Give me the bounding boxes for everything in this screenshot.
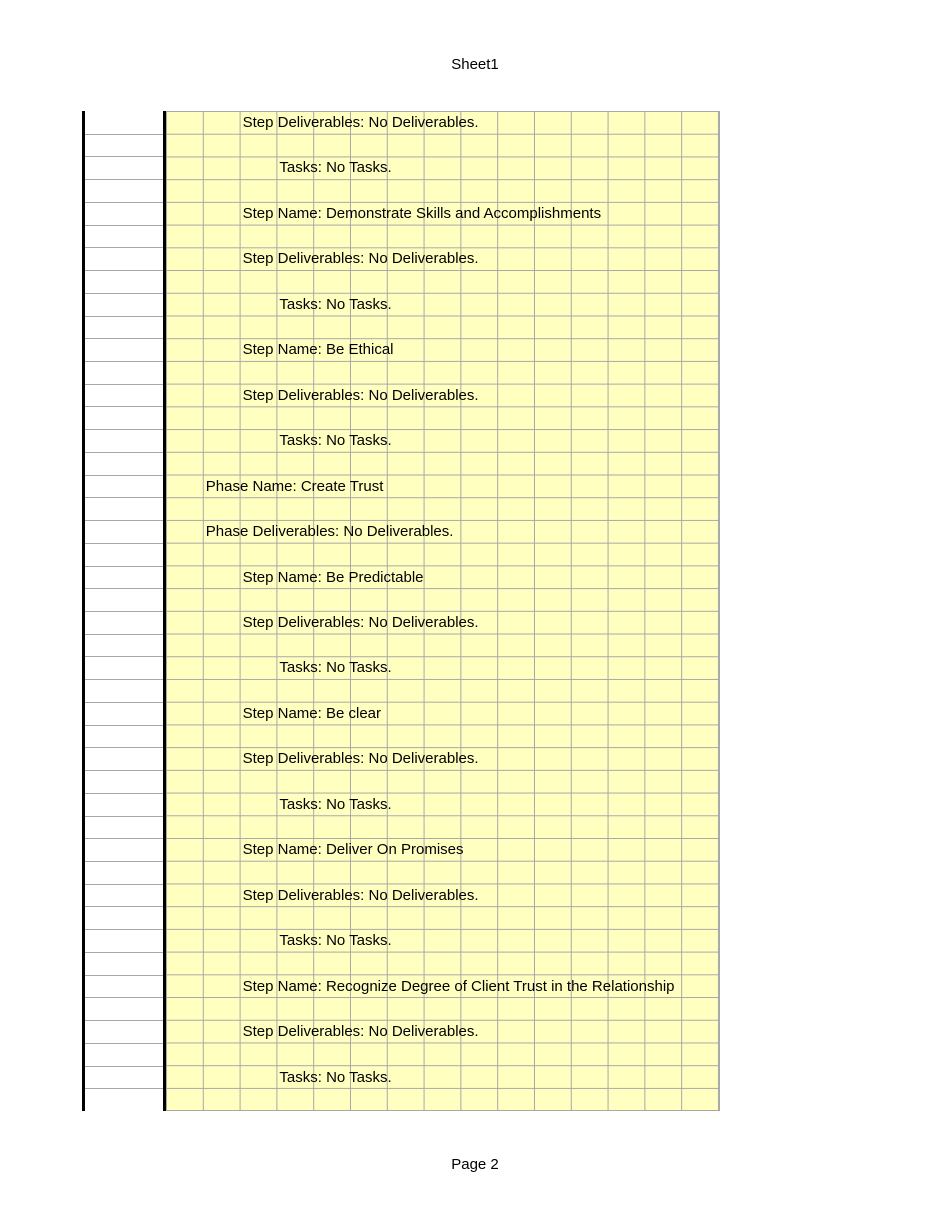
cell-text[interactable]: Step Deliverables: No Deliverables. [242, 614, 479, 631]
sheet-title: Sheet1 [451, 56, 499, 73]
cell-text[interactable]: Tasks: No Tasks. [279, 432, 392, 450]
row-divider [85, 884, 163, 885]
row-divider [85, 361, 163, 362]
row-divider [85, 1088, 163, 1089]
row-divider [85, 566, 163, 567]
row-divider [85, 906, 163, 907]
row-divider [85, 406, 163, 407]
cell-text[interactable]: Step Deliverables: No Deliverables. [242, 114, 479, 131]
row-divider [85, 770, 163, 771]
row-divider [85, 861, 163, 862]
row-divider [85, 793, 163, 794]
cell-text[interactable]: Step Name: Be clear [242, 704, 381, 722]
row-divider [85, 134, 163, 135]
row-divider [85, 838, 163, 839]
row-divider [85, 247, 163, 248]
row-divider [85, 179, 163, 180]
row-divider [85, 475, 163, 476]
row-divider [85, 747, 163, 748]
row-divider [85, 338, 163, 339]
row-divider [85, 520, 163, 521]
cell-text[interactable]: Step Name: Be Predictable [242, 568, 424, 586]
cell-text[interactable]: Tasks: No Tasks. [279, 1068, 392, 1086]
row-divider [85, 384, 163, 385]
row-divider [85, 702, 163, 703]
row-divider [85, 588, 163, 589]
row-divider [85, 725, 163, 726]
cell-text[interactable]: Phase Name: Create Trust [205, 477, 384, 495]
row-divider [85, 929, 163, 930]
cell-text[interactable]: Step Deliverables: No Deliverables. [242, 750, 479, 768]
cell-text[interactable]: Tasks: No Tasks. [279, 795, 392, 813]
row-divider [85, 952, 163, 953]
row-divider [85, 156, 163, 157]
row-divider [85, 997, 163, 998]
row-divider [85, 679, 163, 680]
cell-text[interactable]: Tasks: No Tasks. [279, 295, 392, 313]
cell-text[interactable]: Step Deliverables: No Deliverables. [242, 386, 479, 404]
row-divider [85, 816, 163, 817]
cell-text[interactable]: Step Deliverables: No Deliverables. [242, 250, 479, 268]
row-divider [85, 543, 163, 544]
cell-text[interactable]: Step Name: Deliver On Promises [242, 841, 464, 859]
row-divider [85, 202, 163, 203]
row-divider [85, 270, 163, 271]
row-divider [85, 452, 163, 453]
page-number: Page 2 [451, 1156, 499, 1173]
row-divider [85, 293, 163, 294]
cell-text[interactable]: Step Deliverables: No Deliverables. [242, 1023, 479, 1041]
cell-text[interactable]: Step Deliverables: No Deliverables. [242, 886, 479, 904]
cell-text[interactable]: Tasks: No Tasks. [279, 159, 392, 177]
row-divider [85, 1043, 163, 1044]
cell-text[interactable]: Step Name: Demonstrate Skills and Accomplishments [242, 204, 602, 222]
row-divider [85, 225, 163, 226]
cell-text[interactable]: Step Name: Be Ethical [242, 341, 394, 359]
row-divider [85, 656, 163, 657]
row-divider [85, 429, 163, 430]
cell-text[interactable]: Tasks: No Tasks. [279, 932, 392, 950]
row-divider [85, 634, 163, 635]
cell-text[interactable]: Tasks: No Tasks. [279, 659, 392, 677]
cell-text[interactable]: Phase Deliverables: No Deliverables. [205, 523, 454, 541]
row-divider [85, 497, 163, 498]
spreadsheet-grid [82, 111, 720, 1111]
row-divider [85, 611, 163, 612]
row-divider [85, 975, 163, 976]
row-divider [85, 1066, 163, 1067]
row-divider [85, 316, 163, 317]
row-divider [85, 1020, 163, 1021]
cell-text[interactable]: Step Name: Recognize Degree of Client Trust in the Relationship [242, 977, 675, 995]
